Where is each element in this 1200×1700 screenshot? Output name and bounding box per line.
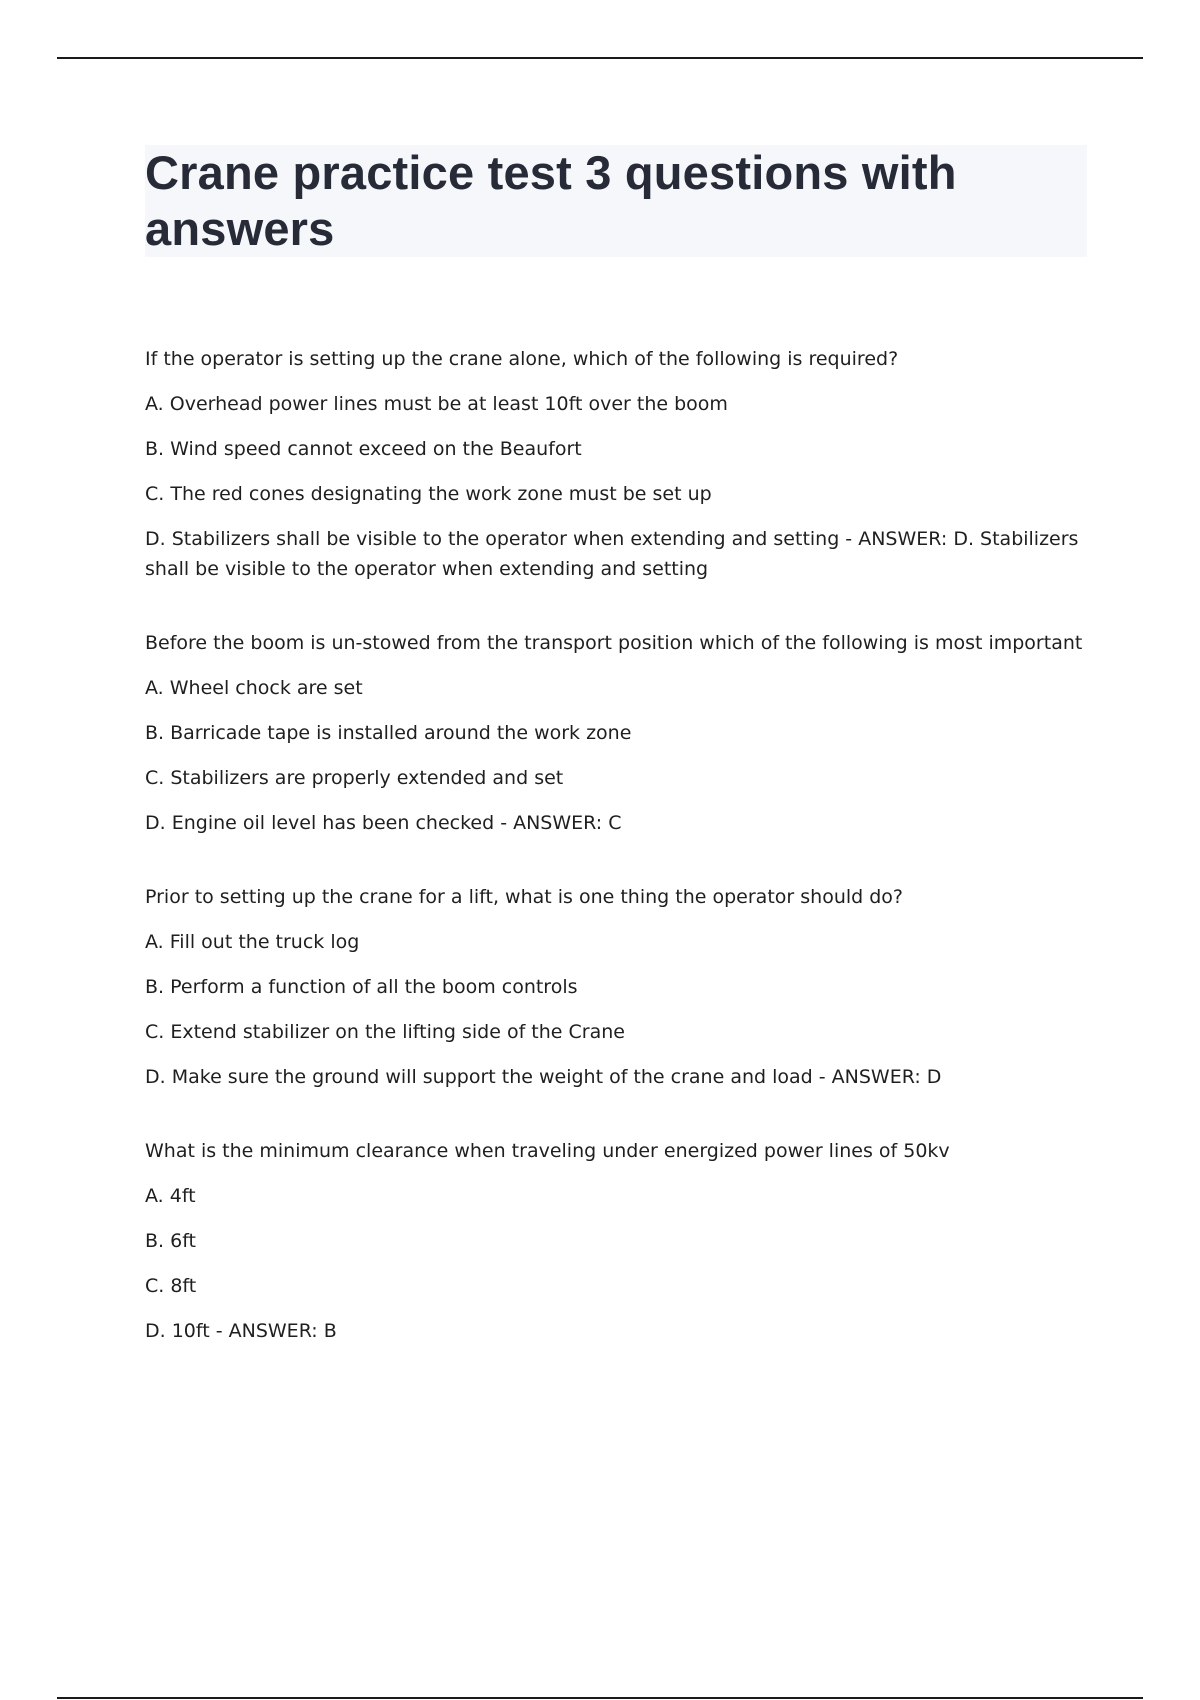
option-a: A. Wheel chock are set <box>145 677 363 699</box>
question-block <box>145 344 1095 584</box>
option-d-with-answer: D. Engine oil level has been checked - ANSWER: C <box>145 812 622 834</box>
top-rule <box>57 57 1143 59</box>
option-d-with-answer: D. 10ft - ANSWER: B <box>145 1320 337 1342</box>
question-text: Before the boom is un-stowed from the transport position which of the following is most important <box>145 632 1083 654</box>
title-block <box>145 145 1087 257</box>
option-a: A. Fill out the truck log <box>145 931 360 953</box>
option-d-with-answer: D. Make sure the ground will support the weight of the crane and load - ANSWER: D <box>145 1066 942 1088</box>
question-text: If the operator is setting up the crane alone, which of the following is required? <box>145 348 899 370</box>
question-block <box>145 882 1095 1092</box>
option-c: C. Stabilizers are properly extended and set <box>145 767 564 789</box>
option-c: C. The red cones designating the work zone must be set up <box>145 483 712 505</box>
question-text: Prior to setting up the crane for a lift, what is one thing the operator should do? <box>145 886 904 908</box>
option-b: B. Wind speed cannot exceed on the Beaufort <box>145 438 582 460</box>
question-block <box>145 628 1095 838</box>
option-a: A. Overhead power lines must be at least 10ft over the boom <box>145 393 728 415</box>
option-d-with-answer: D. Stabilizers shall be visible to the operator when extending and setting - ANSWER: D. Stabilizers shall be visible to the operator when extending and setting <box>145 528 1079 580</box>
bottom-rule <box>57 1697 1143 1699</box>
questions-list <box>145 344 1095 1390</box>
option-b: B. Perform a function of all the boom controls <box>145 976 578 998</box>
option-b: B. 6ft <box>145 1230 197 1252</box>
question-text: What is the minimum clearance when traveling under energized power lines of 50kv <box>145 1140 950 1162</box>
option-c: C. Extend stabilizer on the lifting side of the Crane <box>145 1021 625 1043</box>
option-a: A. 4ft <box>145 1185 196 1207</box>
option-c: C. 8ft <box>145 1275 197 1297</box>
question-block <box>145 1136 1095 1346</box>
option-b: B. Barricade tape is installed around the work zone <box>145 722 632 744</box>
page-title: Crane practice test 3 questions with answers <box>145 146 957 255</box>
